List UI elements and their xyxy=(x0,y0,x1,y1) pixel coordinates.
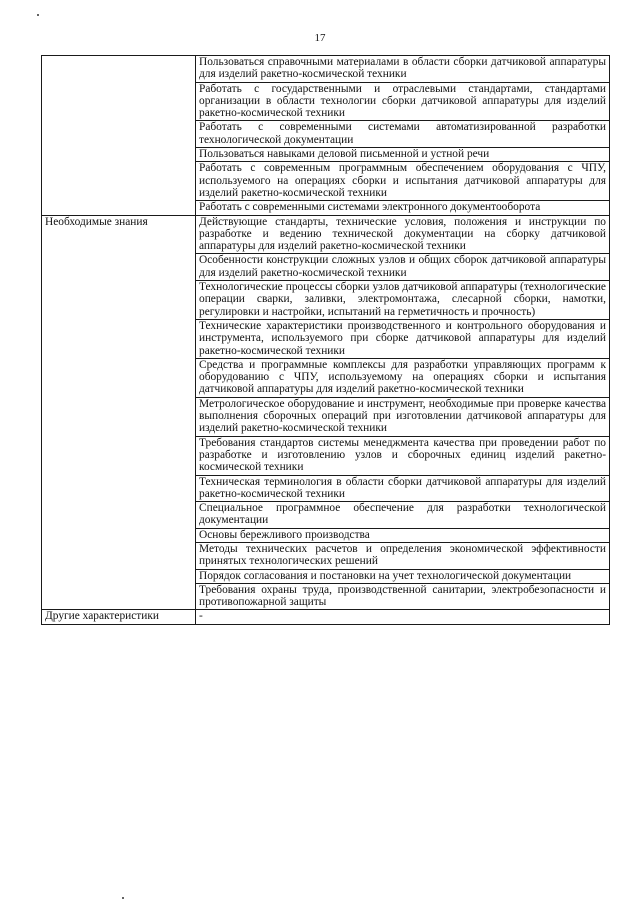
knowledge-item: Требования охраны труда, производственной санитарии, электробезопасности и противопожарной защиты xyxy=(196,583,610,610)
table-row xyxy=(42,56,610,83)
competency-table xyxy=(41,55,610,625)
skill-item: Работать с современным программным обеспечением оборудования с ЧПУ, используемого на операциях сборки и испытания датчиковой аппаратуры для изделий ракетно-космической техники xyxy=(196,162,610,201)
scan-speck xyxy=(37,14,39,16)
knowledge-item: Порядок согласования и постановки на учет технологической документации xyxy=(196,569,610,583)
skill-item: Пользоваться справочными материалами в области сборки датчиковой аппаратуры для изделий ракетно-космической техники xyxy=(196,56,610,83)
skill-item: Пользоваться навыками деловой письменной и устной речи xyxy=(196,148,610,162)
table-row xyxy=(42,215,610,254)
knowledge-item: Действующие стандарты, технические условия, положения и инструкции по разработке и ведению технической документации на сборку датчиковой аппаратуры для изделий ракетно-космической техники xyxy=(196,215,610,254)
knowledge-item: Техническая терминология в области сборки датчиковой аппаратуры для изделий ракетно-космической техники xyxy=(196,475,610,502)
knowledge-item: Специальное программное обеспечение для разработки технологической документации xyxy=(196,502,610,529)
knowledge-item: Методы технических расчетов и определения экономической эффективности принятых технологических решений xyxy=(196,542,610,569)
page-number: 17 xyxy=(314,32,326,44)
knowledge-item: Метрологическое оборудование и инструмент, необходимые при проверке качества выполнения сборочных операций при изготовлении датчиковой аппаратуры для изделий ракетно-космической техники xyxy=(196,397,610,436)
scan-speck xyxy=(122,897,124,899)
skill-item: Работать с современными системами электронного документооборота xyxy=(196,201,610,215)
knowledge-label: Необходимые знания xyxy=(42,215,196,610)
knowledge-item: Особенности конструкции сложных узлов и общих сборок датчиковой аппаратуры для изделий ракетно-космической техники xyxy=(196,254,610,281)
knowledge-item: Требования стандартов системы менеджмента качества при проведении работ по разработке и изготовлению узлов и сборочных единиц изделий ракетно-космической техники xyxy=(196,436,610,475)
knowledge-item: Средства и программные комплексы для разработки управляющих программ к оборудованию с ЧПУ, используемому на операциях сборки и испытания датчиковой аппаратуры для изделий ракетно-космической техники xyxy=(196,358,610,397)
other-characteristics-value: - xyxy=(196,610,610,624)
skill-item: Работать с современными системами автоматизированной разработки технологической документации xyxy=(196,121,610,148)
table-row xyxy=(42,610,610,624)
skills-label-cell xyxy=(42,56,196,216)
skill-item: Работать с государственными и отраслевыми стандартами, стандартами организации в области технологии сборки датчиковой аппаратуры для изделий ракетно-космической техники xyxy=(196,82,610,121)
knowledge-item: Основы бережливого производства xyxy=(196,528,610,542)
other-characteristics-label: Другие характеристики xyxy=(42,610,196,624)
knowledge-item: Технические характеристики производственного и контрольного оборудования и инструмента, используемого при сборке датчиковой аппаратуры для изделий ракетно-космической техники xyxy=(196,319,610,358)
knowledge-item: Технологические процессы сборки узлов датчиковой аппаратуры (технологические операции сварки, заливки, электромонтажа, слесарной сборки, намотки, регулировки и настройки, испытаний на герметичность и прочность) xyxy=(196,281,610,320)
